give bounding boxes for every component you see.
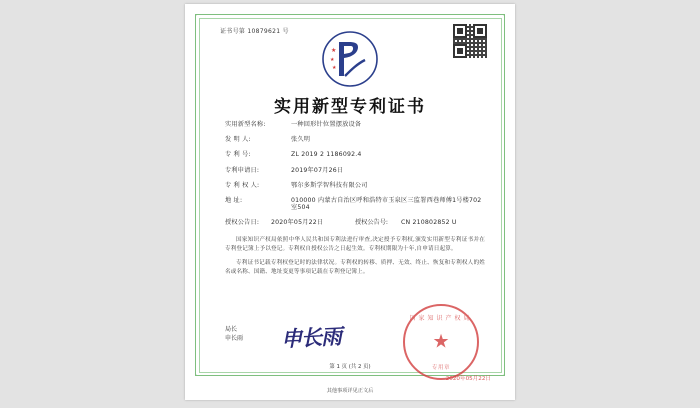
svg-text:★: ★	[331, 47, 337, 54]
corner-ornament-top-right	[495, 14, 505, 24]
corner-ornament-top-left	[195, 14, 205, 24]
field-value: 010000 内蒙古自治区呼和浩特市玉泉区三监署西巷师傅1号楼702室504	[291, 197, 482, 211]
qr-finder-bottom-left	[453, 44, 467, 58]
field-row-address	[225, 198, 485, 212]
field-label: 专利申请日:	[225, 166, 260, 174]
qr-finder-top-right	[473, 24, 487, 38]
field-row-inventor	[225, 137, 485, 144]
field-label: 专 利 权 人:	[225, 181, 260, 189]
svg-text:★: ★	[332, 65, 337, 71]
seal-star-icon: ★	[432, 330, 450, 353]
director-label: 局长	[225, 326, 238, 333]
director-signature: 申长雨	[280, 323, 342, 352]
page-title: 实用新型专利证书	[274, 97, 426, 117]
certificate-number: 证书号第 10879621 号	[220, 28, 289, 35]
field-value: 一种回形针位置摆放设备	[291, 121, 362, 128]
patent-office-emblem-icon	[321, 30, 379, 88]
field-row-patentee	[225, 183, 485, 190]
field-value: ZL 2019 2 1186092.4	[291, 151, 362, 159]
seal-bottom-text: 专用章	[431, 365, 451, 371]
body-paragraph-2: 专利证书记载专利权登记时的法律状况。专利权的转移、质押、无效、终止、恢复和专利权人的姓名或名称、国籍、地址变更等事项记载在专利登记簿上。	[225, 260, 485, 276]
field-value-announcement-no: CN 210802852 U	[401, 219, 457, 227]
field-value: 2019年07月26日	[291, 166, 344, 174]
qr-finder-top-left	[453, 24, 467, 38]
certificate-fields	[225, 122, 485, 235]
field-value: 2020年05月22日	[271, 219, 324, 227]
director-label-block	[225, 326, 243, 343]
body-paragraph-1: 国家知识产权局依照中华人民共和国专利法进行审查,决定授予专利权,颁发实用新型专利证书并在专利登记簿上予以登记。专利权自授权公告之日起生效。专利权期限为十年,自申请日起算。	[225, 237, 485, 253]
page-number-label: 第 1 页 (共 2 页)	[329, 364, 371, 370]
field-row-grant-announcement	[225, 220, 485, 227]
field-label: 发 明 人:	[225, 136, 251, 144]
director-name-label: 申长雨	[225, 334, 244, 342]
field-label-announcement-no: 授权公告号:	[355, 219, 389, 227]
bottom-note: 其他事项详见正文后	[326, 388, 374, 394]
svg-text:★: ★	[330, 57, 335, 63]
field-row-utility-model-name	[225, 122, 485, 129]
certificate-body-text	[225, 236, 485, 282]
seal-date: 2020年05月22日	[445, 376, 491, 382]
seal-top-text: 国家知识产权局	[409, 315, 473, 322]
field-label: 实用新型名称:	[225, 121, 266, 128]
field-label: 地 址:	[225, 197, 243, 205]
field-label: 专 利 号:	[225, 151, 251, 159]
certificate-sheet	[185, 4, 515, 400]
field-value: 张久明	[291, 136, 311, 144]
field-value: 鄂尔多斯学智科技有限公司	[291, 181, 368, 189]
field-row-patent-number	[225, 152, 485, 159]
field-label: 授权公告日:	[225, 219, 260, 227]
field-row-application-date	[225, 168, 485, 175]
qr-code	[453, 24, 487, 58]
